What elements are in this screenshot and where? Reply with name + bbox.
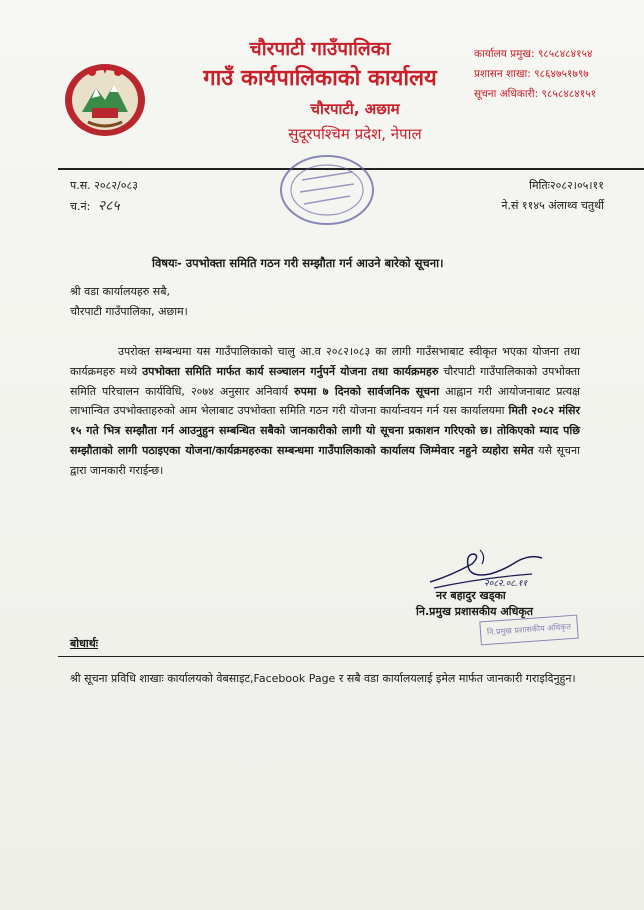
signatory-name: नर बहादुर खड्का: [436, 589, 506, 602]
office-province: सुदूरपश्चिम प्रदेश, नेपाल: [288, 125, 422, 143]
dispatch-label: च.नं:: [70, 200, 91, 213]
office-subtitle: गाउँ कार्यपालिकाको कार्यालय: [203, 66, 437, 91]
cc-text: श्री सूचना प्रविधि शाखाः कार्यालयको वेबसाइट,Facebook Page र सबै वडा कार्यालयलाई इमेल मार्फत जानकारी गराइदिनुहुन।: [70, 672, 576, 685]
cc-label: बोधार्थः: [70, 637, 98, 650]
letter-subject: विषयः- उपभोक्ता समिति गठन गरी सम्झौता गर्न आउने बारेको सूचना।: [152, 256, 444, 270]
signatory-title: नि.प्रमुख प्रशासकीय अधिकृत: [416, 605, 534, 618]
contact-list: [474, 44, 644, 104]
body-emphasis: रुपमा ७ दिनको सार्वजनिक सूचना: [294, 384, 440, 398]
reference-block: [70, 176, 138, 217]
signature-icon: [420, 544, 550, 594]
contact-chief: कार्यालय प्रमुख: ९८५८४८४१५४: [474, 48, 593, 60]
nepal-emblem-icon: [62, 60, 148, 138]
nepal-sambat-date: ने.सं ११४५ अंलाथ्व चतुर्थी: [501, 199, 604, 212]
body-segment: यसै सूचना द्वारा जानकारी गराईन्छ।: [70, 443, 580, 477]
letter-date: मितिः२०८२।०५।११: [529, 179, 604, 192]
body-emphasis: मिती २०८२ मंसिर १५ गते भित्र सम्झौता गर्न आउनुहुन सम्बन्धित सबैको जानकारीको लागी यो सूचना प्रकाशन गरिएको छ। तोकिएको म्याद पछि सम्झौताको लागी पठाइएका योजना/कार्यक्रमहरुका सम्बन्धमा गाउँपालिकाको कार्यालय जिम्मेवार नहुने व्यहोरा समेत: [70, 404, 580, 457]
body-segment: आह्वान गरी आयोजनाबाट प्रत्यक्ष लाभान्वित उपभोक्ताहरुको आम भेलाबाट उपभोक्ता समिति गठन गरी योजना कार्यान्वयन गर्न यस कार्यालयमा: [70, 384, 580, 418]
signature-date: २०८२.०८.११: [484, 579, 528, 589]
letter-number: प.स. २०८२/०८३: [70, 179, 138, 192]
office-name: चौरपाटी गाउँपालिका: [249, 38, 391, 60]
recipient-line-1: श्री वडा कार्यालयहरु सबै,: [70, 285, 170, 298]
cc-divider: [58, 656, 644, 657]
contact-admin: प्रशासन शाखा: ९८६४७५१७९७: [474, 68, 589, 80]
office-stamp-icon: [272, 150, 382, 230]
body-emphasis: उपभोक्ता समिति मार्फत कार्य सञ्चालन गर्नुपर्ने योजना तथा कार्यक्रमहरु: [142, 364, 439, 378]
contact-info-officer: सूचना अधिकारी: ९८५८४८४१५१: [474, 88, 597, 100]
designation-stamp: नि.प्रमुख प्रशासकीय अधिकृत: [479, 615, 578, 646]
recipient-line-2: चौरपाटी गाउँपालिका, अछाम।: [70, 305, 188, 318]
letter-body: [70, 342, 580, 481]
dispatch-number: [70, 196, 138, 217]
date-block: [454, 176, 604, 216]
office-header: [150, 36, 490, 146]
body-segment: चौरपाटी गाउँपालिकाको उपभोक्ता समिति परिचालन कार्यविधि, २०७४ अनुसार अनिवार्य: [70, 364, 580, 398]
body-segment: उपरोक्त सम्बन्धमा यस गाउँपालिकाको चालु आ.व २०८२।०८३ का लागी गाउँसभाबाट स्वीकृत भएका योजना तथा कार्यक्रमहरु मध्ये: [70, 345, 580, 378]
dispatch-value: २८५: [97, 198, 120, 214]
office-place: चौरपाटी, अछाम: [310, 100, 400, 118]
